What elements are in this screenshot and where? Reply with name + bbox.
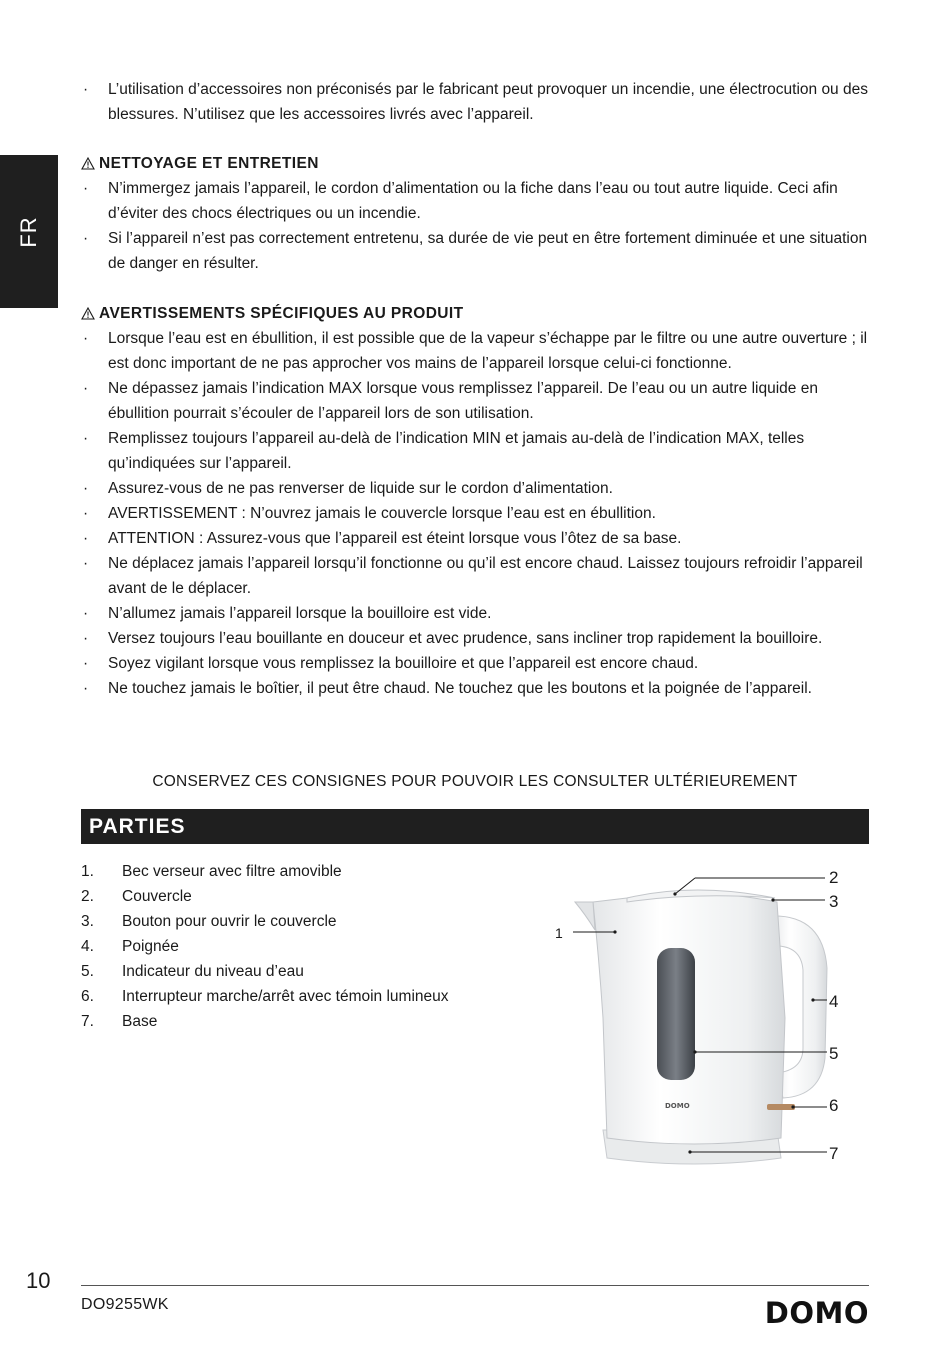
list-item: · ATTENTION : Assurez-vous que l’appareil est éteint lorsque vous l’ôtez de sa base.: [81, 526, 871, 551]
switch: [767, 1104, 795, 1110]
list-item: · Ne déplacez jamais l’appareil lorsqu’il fonctionne ou qu’il est encore chaud. Laissez toujours refroidir l’appareil avant de le déplacer.: [81, 551, 871, 601]
list-item: [81, 934, 449, 959]
list-item: · N’immergez jamais l’appareil, le cordon d’alimentation ou la fiche dans l’eau ou tout autre liquide. Ceci afin d’éviter des chocs électriques ou un incendie.: [81, 176, 871, 226]
list-item: · Assurez-vous de ne pas renverser de liquide sur le cordon d’alimentation.: [81, 476, 871, 501]
list-item: · Ne touchez jamais le boîtier, il peut être chaud. Ne touchez que les boutons et la poignée de l’appareil.: [81, 676, 871, 701]
list-item: [81, 1009, 449, 1034]
water-level-window: [657, 948, 695, 1080]
part-label: Interrupteur marche/arrêt avec témoin lumineux: [122, 988, 449, 1005]
callout-2: 2: [829, 868, 839, 887]
list-item: [81, 884, 449, 909]
section-heading: [81, 301, 871, 326]
intro-section: [81, 77, 871, 127]
language-label: FR: [16, 215, 41, 248]
list-item: · L’utilisation d’accessoires non préconisés par le fabricant peut provoquer un incendie, une électrocution ou des blessures. N’utilisez que les accessoires livrés avec l’appareil.: [81, 77, 871, 127]
part-number: 7.: [81, 1013, 94, 1030]
parts-heading-bar: [81, 809, 869, 844]
part-label: Base: [122, 1013, 158, 1030]
part-number: 2.: [81, 888, 94, 905]
keep-instructions-note: CONSERVEZ CES CONSIGNES POUR POUVOIR LES CONSULTER ULTÉRIEUREMENT: [152, 773, 798, 790]
part-number: 3.: [81, 913, 94, 930]
parts-list: [81, 859, 449, 1034]
footer-divider: [81, 1285, 869, 1286]
list-item: [81, 909, 449, 934]
part-label: Bec verseur avec filtre amovible: [122, 863, 342, 880]
part-number: 5.: [81, 963, 94, 980]
callout-4: 4: [829, 992, 839, 1011]
warning-icon: [81, 157, 95, 170]
list-item: · Si l’appareil n’est pas correctement entretenu, sa durée de vie peut en être fortement diminuée et une situation de danger en résulter.: [81, 226, 871, 276]
callout-1: 1: [555, 925, 563, 941]
list-item: · Soyez vigilant lorsque vous remplissez la bouilloire et que l’appareil est encore chaud.: [81, 651, 871, 676]
model-number: DO9255WK: [81, 1296, 169, 1313]
warnings-section: [81, 301, 871, 701]
intro-bullet-list: [81, 77, 871, 127]
cleaning-bullet-list: [81, 176, 871, 276]
list-item: · Lorsque l’eau est en ébullition, il est possible que de la vapeur s’échappe par le filtre ou une autre ouverture ; il est donc important de ne pas approcher vos mains de l’appareil lorsque celui-ci fonctionne.: [81, 326, 871, 376]
section-title: AVERTISSEMENTS SPÉCIFIQUES AU PRODUIT: [99, 305, 464, 322]
list-item: · N’allumez jamais l’appareil lorsque la bouilloire est vide.: [81, 601, 871, 626]
list-item: [81, 959, 449, 984]
parts-title: PARTIES: [89, 815, 186, 838]
list-item: [81, 984, 449, 1009]
section-heading: [81, 151, 871, 176]
page-number: 10: [26, 1268, 51, 1293]
warning-icon: [81, 307, 95, 320]
part-number: 4.: [81, 938, 94, 955]
part-number: 1.: [81, 863, 94, 880]
kettle-brand: DOMO: [665, 1102, 690, 1110]
list-item: · Versez toujours l’eau bouillante en douceur et avec prudence, sans incliner trop rapidement la bouilloire.: [81, 626, 871, 651]
callout-6: 6: [829, 1096, 839, 1115]
part-label: Couvercle: [122, 888, 192, 905]
section-title: NETTOYAGE ET ENTRETIEN: [99, 155, 319, 172]
callout-5: 5: [829, 1044, 839, 1063]
callout-3: 3: [829, 892, 839, 911]
list-item: [81, 859, 449, 884]
list-item: · Remplissez toujours l’appareil au-delà de l’indication MIN et jamais au-delà de l’indication MAX, telles qu’indiquées sur l’appareil.: [81, 426, 871, 476]
language-tab: [0, 155, 58, 308]
part-label: Poignée: [122, 938, 179, 955]
domo-logo: DOMO: [764, 1296, 869, 1330]
list-item: · Ne dépassez jamais l’indication MAX lorsque vous remplissez l’appareil. De l’eau ou un autre liquide en ébullition pourrait s’écouler de l’appareil lors de son utilisation.: [81, 376, 871, 426]
kettle-spout: [575, 902, 595, 930]
part-number: 6.: [81, 988, 94, 1005]
list-item: · AVERTISSEMENT : N’ouvrez jamais le couvercle lorsque l’eau est en ébullition.: [81, 501, 871, 526]
part-label: Indicateur du niveau d’eau: [122, 963, 304, 980]
kettle-diagram: [545, 858, 875, 1178]
callout-7: 7: [829, 1144, 839, 1163]
cleaning-section: [81, 151, 871, 276]
part-label: Bouton pour ouvrir le couvercle: [122, 913, 337, 930]
warnings-bullet-list: [81, 326, 871, 701]
